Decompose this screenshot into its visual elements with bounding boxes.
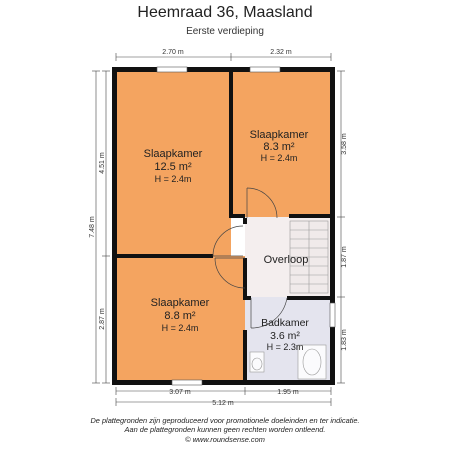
room-height: H = 2.4m: [260, 153, 298, 163]
room-label: Slaapkamer: [249, 129, 309, 141]
dimension-bottom-total: 5.12 m: [212, 400, 234, 407]
room-label: Overloop: [263, 254, 309, 266]
room-area: 8.8 m²: [164, 310, 196, 322]
dimension-left-lower: 2.87 m: [99, 308, 106, 330]
room-label: Slaapkamer: [143, 148, 203, 160]
disclaimer-line-1: De plattegronden zijn geproduceerd voor promotionele doeleinden en ter indicatie.: [90, 416, 360, 425]
dimension-right-lower: 1.83 m: [341, 329, 348, 351]
copyright-link[interactable]: © www.roundsense.com: [185, 435, 265, 444]
dimension-top-left: 2.70 m: [162, 49, 184, 56]
room-area: 3.6 m²: [270, 330, 300, 342]
dimension-right-upper: 3.58 m: [341, 133, 348, 155]
room-area: 12.5 m²: [154, 161, 192, 173]
room-label: Slaapkamer: [150, 297, 210, 309]
dimension-left-total: 7.48 m: [89, 216, 96, 238]
dimension-left-upper: 4.51 m: [99, 152, 106, 174]
dimension-top-right: 2.32 m: [270, 49, 292, 56]
dimension-bottom-right: 1.95 m: [277, 389, 299, 396]
room-height: H = 2.4m: [161, 323, 199, 333]
room-label: Badkamer: [261, 317, 309, 329]
room-height: H = 2.4m: [154, 174, 192, 184]
plan-title: Heemraad 36, Maasland: [137, 4, 313, 21]
dimension-bottom-left: 3.07 m: [169, 389, 191, 396]
room-height: H = 2.3m: [266, 342, 304, 352]
disclaimer-line-2: Aan de plattegronden kunnen geen rechten worden ontleend.: [124, 425, 326, 434]
room-area: 8.3 m²: [263, 141, 295, 153]
dimension-right-middle: 1.87 m: [341, 246, 348, 268]
plan-subtitle: Eerste verdieping: [186, 26, 264, 37]
